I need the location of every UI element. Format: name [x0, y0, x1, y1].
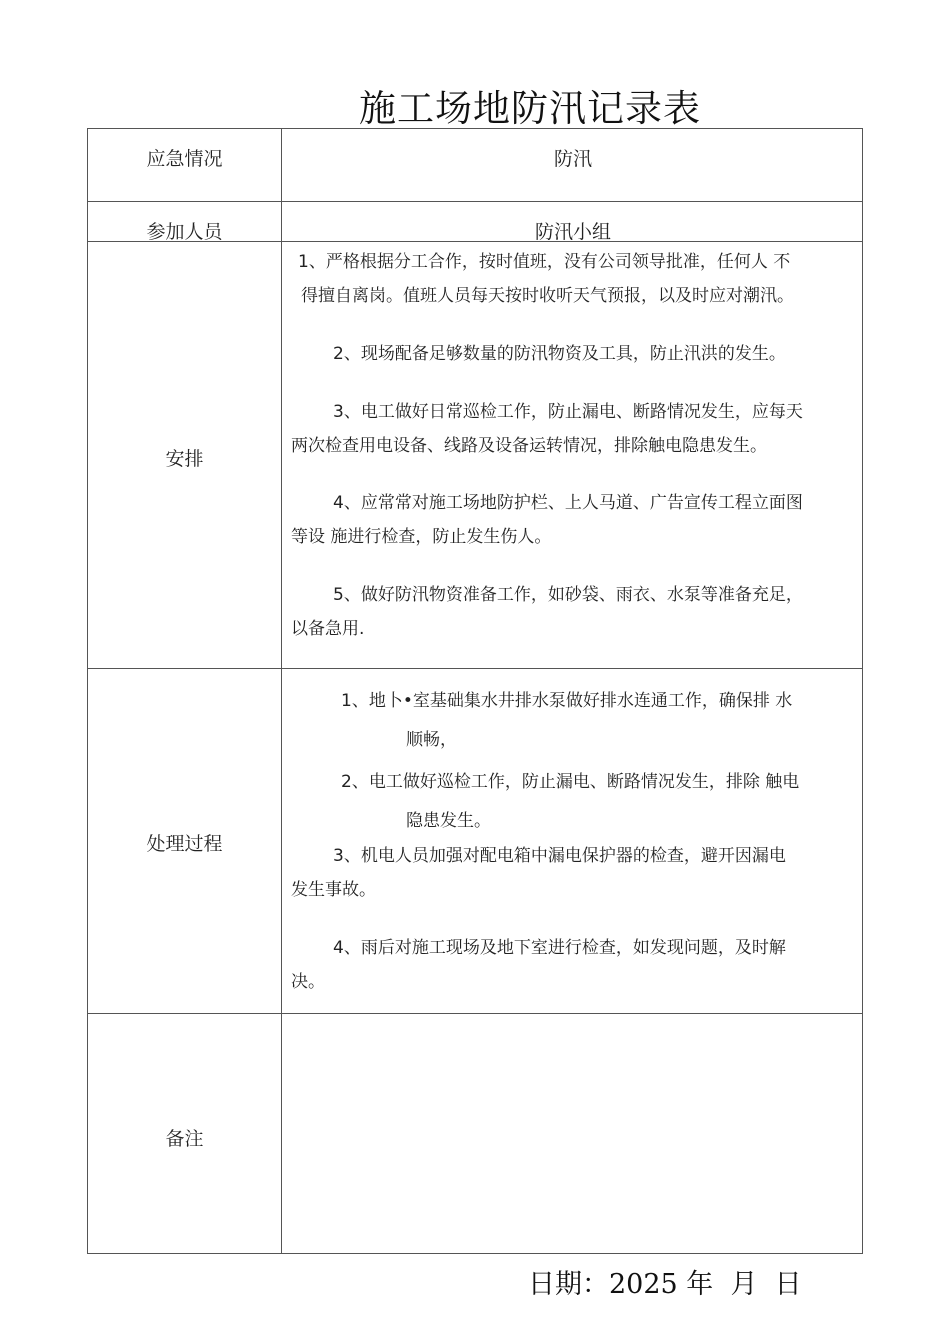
process-label: 处理过程 [146, 833, 223, 855]
process-line: 2、电工做好巡检工作，防止漏电、断路情况发生，排除 触电 [341, 772, 800, 792]
participants-value: 防汛小组 [534, 221, 611, 243]
process-line: 隐患发生。 [406, 811, 491, 831]
emergency-label: 应急情况 [146, 148, 223, 170]
row-divider [88, 201, 862, 202]
record-table [87, 128, 863, 1254]
arrangement-line: 4、应常常对施工场地防护栏、上人马道、广告宣传工程立面图 [333, 493, 803, 513]
row-divider [88, 668, 862, 669]
process-line: 3、机电人员加强对配电箱中漏电保护器的检查，避开因漏电 [333, 846, 786, 866]
process-line: 1、地卜•室基础集水井排水泵做好排水连通工作，确保排 水 [341, 691, 793, 711]
arrangement-line: 3、电工做好日常巡检工作，防止漏电、断路情况发生，应每天 [333, 402, 803, 422]
process-line: 发生事故。 [291, 880, 376, 900]
arrangement-line: 两次检查用电设备、线路及设备运转情况，排除触电隐患发生。 [291, 436, 767, 456]
participants-label: 参加人员 [146, 221, 223, 243]
arrangement-line: 以备急用. [291, 619, 365, 639]
arrangement-label: 安排 [165, 448, 204, 470]
arrangement-line: 得擅自离岗。值班人员每天按时收听天气预报，以及时应对潮汛。 [301, 286, 794, 306]
emergency-value: 防汛 [553, 148, 592, 170]
date-line: 日期：2025 年 月 日 [528, 1269, 802, 1300]
arrangement-line: 5、做好防汛物资准备工作，如砂袋、雨衣、水泵等准备充足， [333, 585, 803, 605]
arrangement-line: 2、现场配备足够数量的防汛物资及工具，防止汛洪的发生。 [333, 344, 786, 364]
arrangement-line: 等设 施进行检查，防止发生伤人。 [291, 527, 552, 547]
remarks-label: 备注 [165, 1128, 204, 1150]
row-divider [88, 1013, 862, 1014]
process-line: 顺畅， [406, 730, 457, 750]
process-line: 决。 [291, 972, 325, 992]
arrangement-line: 1、严格根据分工合作，按时值班，没有公司领导批准，任何人 不 [298, 252, 791, 272]
document-title: 施工场地防汛记录表 [359, 87, 701, 130]
column-divider [281, 129, 282, 1253]
process-line: 4、雨后对施工现场及地下室进行检查，如发现问题，及时解 [333, 938, 786, 958]
